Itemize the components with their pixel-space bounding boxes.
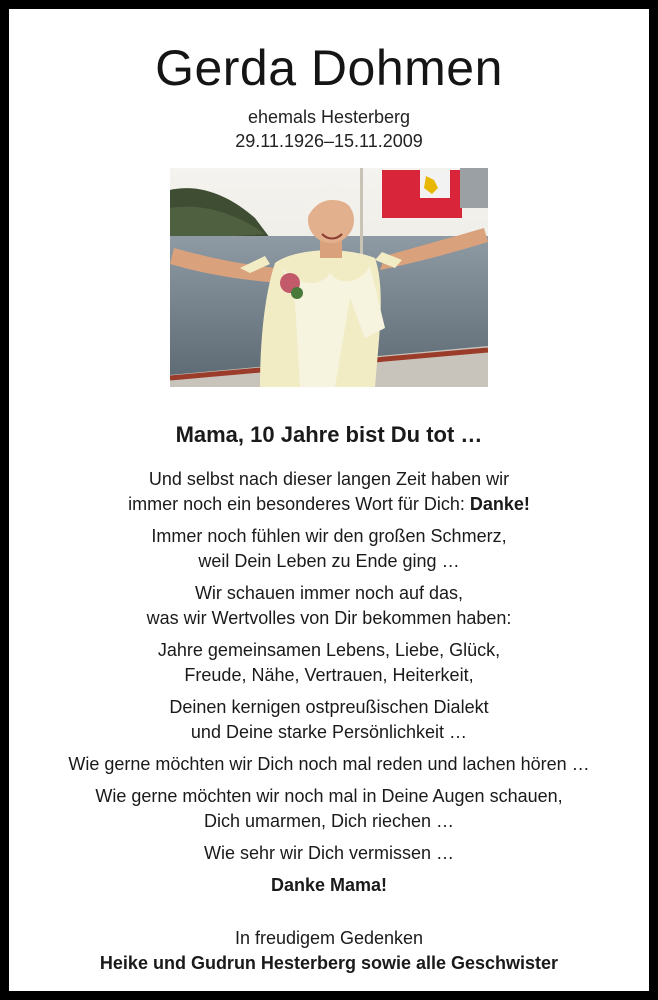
portrait-photo bbox=[170, 168, 488, 387]
poem-line-text: immer noch ein besonderes Wort für Dich: bbox=[128, 494, 470, 514]
poem-line: Deinen kernigen ostpreußischen Dialekt bbox=[169, 697, 489, 717]
stanza bbox=[9, 841, 649, 866]
poem-line: Immer noch fühlen wir den großen Schmerz, bbox=[151, 526, 507, 546]
poem-line: Wie gerne möchten wir noch mal in Deine Augen schauen, bbox=[95, 786, 563, 806]
poem-line: Wie gerne möchten wir Dich noch mal reden und lachen hören … bbox=[68, 754, 590, 774]
poem-line-emphasis: Danke! bbox=[469, 494, 530, 514]
maiden-name: ehemals Hesterberg bbox=[247, 107, 411, 127]
poem-line: Wir schauen immer noch auf das, bbox=[194, 583, 464, 603]
stanza bbox=[9, 752, 649, 777]
closing bbox=[9, 926, 649, 976]
life-dates: 29.11.1926–15.11.2009 bbox=[235, 131, 423, 151]
obituary-card bbox=[9, 9, 649, 991]
poem-line: Freude, Nähe, Vertrauen, Heiterkeit, bbox=[184, 665, 474, 685]
stanza bbox=[9, 638, 649, 688]
poem-line: Wie sehr wir Dich vermissen … bbox=[203, 843, 455, 863]
poem bbox=[9, 467, 649, 905]
stanza bbox=[9, 695, 649, 745]
deceased-name: Gerda Dohmen bbox=[155, 40, 503, 96]
closing-line: In freudigem Gedenken bbox=[234, 928, 424, 948]
stanza bbox=[9, 784, 649, 834]
poem-line: weil Dein Leben zu Ende ging … bbox=[198, 551, 460, 571]
poem-line: was wir Wertvolles von Dir bekommen haben: bbox=[146, 608, 512, 628]
stanza bbox=[9, 581, 649, 631]
stanza bbox=[9, 524, 649, 574]
stanza bbox=[9, 873, 649, 898]
poem-line: Dich umarmen, Dich riechen … bbox=[203, 811, 455, 831]
poem-line-thanks: Danke Mama! bbox=[270, 875, 388, 895]
stanza bbox=[9, 467, 649, 517]
headline: Mama, 10 Jahre bist Du tot … bbox=[175, 422, 483, 447]
poem-line bbox=[9, 492, 649, 517]
poem-line: und Deine starke Persönlichkeit … bbox=[190, 722, 468, 742]
signatories: Heike und Gudrun Hesterberg sowie alle Geschwister bbox=[99, 953, 559, 973]
poem-line: Und selbst nach dieser langen Zeit haben wir bbox=[148, 469, 510, 489]
poem-line: Jahre gemeinsamen Lebens, Liebe, Glück, bbox=[157, 640, 501, 660]
